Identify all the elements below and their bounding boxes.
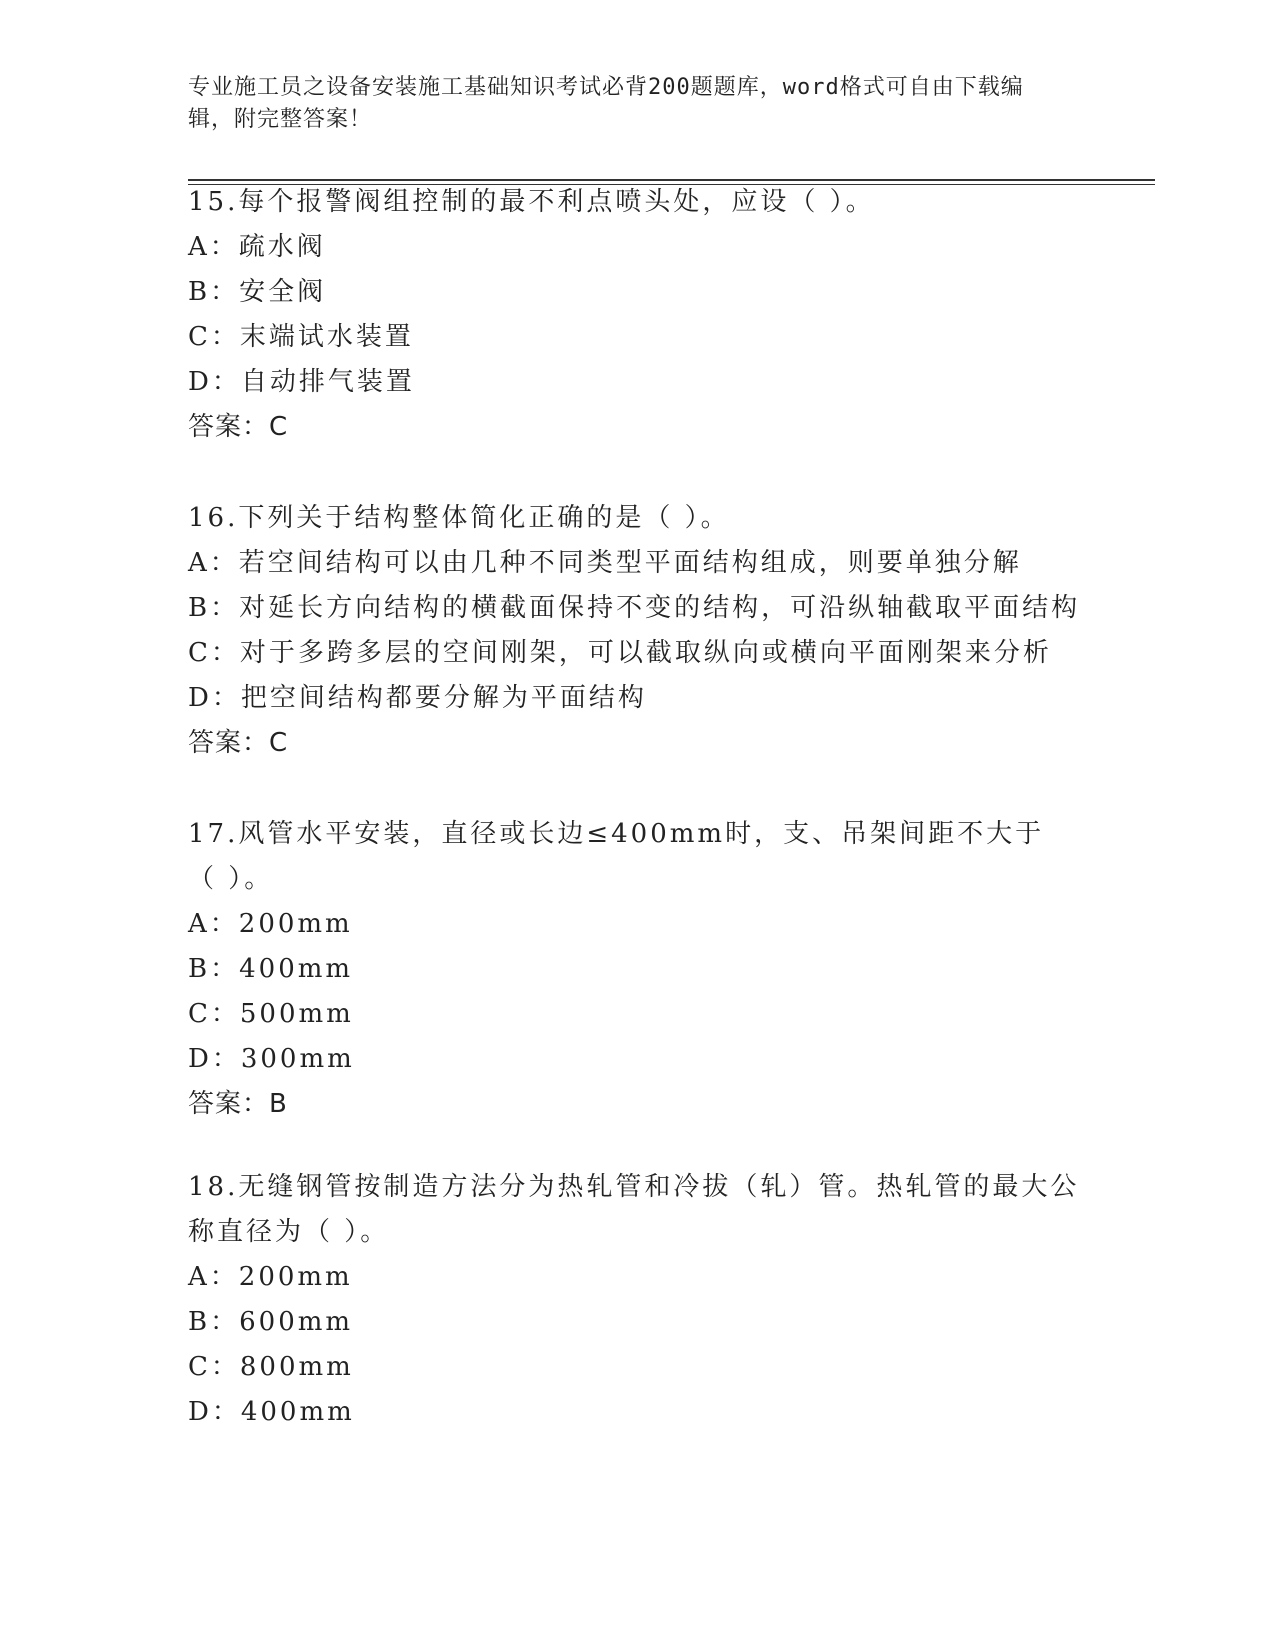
option-c: C：末端试水装置 xyxy=(188,322,414,352)
document-header: 专业施工员之设备安装施工基础知识考试必背200题题库，word格式可自由下载编辑，附完整答案！ xyxy=(188,75,1024,132)
option-b: B：400mm xyxy=(188,954,354,984)
option-b: B：对延长方向结构的横截面保持不变的结构，可沿纵轴截取平面结构 xyxy=(188,593,1081,623)
option-a: A：200mm xyxy=(188,909,353,939)
answer-line: 答案：C xyxy=(188,728,289,758)
option-d: D：自动排气装置 xyxy=(188,367,415,397)
option-d: D：400mm xyxy=(188,1397,355,1427)
question-18 xyxy=(188,1165,1088,1435)
question-16 xyxy=(188,496,1088,766)
question-17 xyxy=(188,812,1048,1127)
question-stem: 18.无缝钢管按制造方法分为热轧管和冷拔（轧）管。热轧管的最大公称直径为（ ）。 xyxy=(188,1172,1080,1247)
question-15 xyxy=(188,180,1088,450)
option-a: A：200mm xyxy=(188,1262,353,1292)
option-b: B：安全阀 xyxy=(188,277,327,307)
option-b: B：600mm xyxy=(188,1307,354,1337)
option-c: C：500mm xyxy=(188,999,354,1029)
question-stem: 17.风管水平安装，直径或长边≤400mm时，支、吊架间距不大于（ ）。 xyxy=(188,819,1045,894)
answer-line: 答案：B xyxy=(188,1089,288,1119)
option-a: A：若空间结构可以由几种不同类型平面结构组成，则要单独分解 xyxy=(188,548,1022,578)
option-c: C：对于多跨多层的空间刚架，可以截取纵向或横向平面刚架来分析 xyxy=(188,638,1052,668)
question-stem: 15.每个报警阀组控制的最不利点喷头处，应设（ ）。 xyxy=(188,187,875,217)
option-d: D：把空间结构都要分解为平面结构 xyxy=(188,683,647,713)
option-a: A：疏水阀 xyxy=(188,232,326,262)
option-d: D：300mm xyxy=(188,1044,355,1074)
question-stem: 16.下列关于结构整体简化正确的是（ ）。 xyxy=(188,503,730,533)
answer-line: 答案：C xyxy=(188,412,289,442)
option-c: C：800mm xyxy=(188,1352,354,1382)
